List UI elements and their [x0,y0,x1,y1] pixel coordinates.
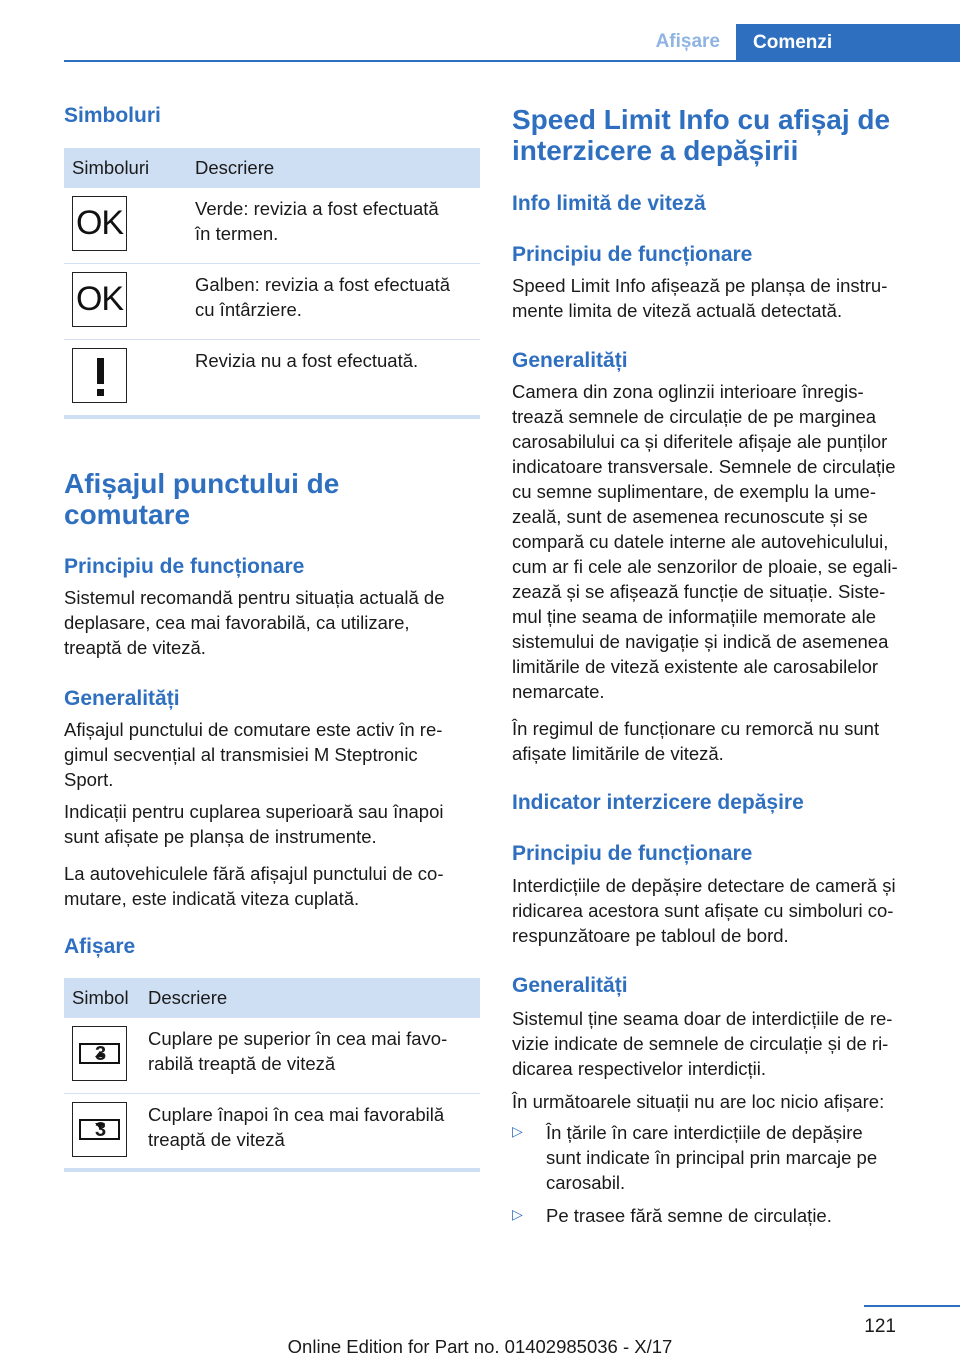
general-title: Generalități [64,687,180,710]
description-col-header: Descriere [195,157,275,178]
symbols-col-header: Simboluri [72,157,150,178]
header-tab-comenzi[interactable]: Comenzi [736,24,960,61]
symbols-section-title: Simboluri [64,104,161,127]
general-paragraph-3: La autovehiculele fără afișajul punctului de co‐ mutare, este indicată viteza cuplată. [64,863,444,909]
table-row [64,1018,480,1094]
display-title: Afișare [64,935,136,958]
row-description: Cuplare înapoi în cea mai favorabilă treaptă de viteză [148,1104,445,1150]
ok-green-icon: OK [72,196,127,251]
np-principle-title: Principiu de funcționare [512,842,753,865]
symbols-table [64,148,480,412]
general-paragraph-2: Indicații pentru cuplarea superioară sau înapoi sunt afișate pe planșa de instrumente. [64,801,444,847]
symbol-col-header: Simbol [72,987,129,1008]
np-general-paragraph-2: În următoarele situații nu are loc nicio afișare: [512,1091,885,1112]
page-number-rule [864,1305,960,1307]
speed-limit-title: Speed Limit Info cu afișaj de interzicere a depășirii [512,104,891,166]
header-rule [64,60,960,62]
table-row [64,264,480,340]
np-general-title: Generalități [512,974,628,997]
table-row [64,188,480,264]
display-table-header [64,978,480,1018]
table-end-rule [64,415,480,419]
sli-principle-text: Speed Limit Info afișează pe planșa de instru‐ mente limita de viteză actuală detectată. [512,275,888,321]
gear-down-icon: 3 [72,1102,127,1157]
no-passing-title: Indicator interzicere depășire [512,791,804,814]
list-item: Pe trasee fără semne de circulație. [546,1205,832,1226]
np-principle-text: Interdicțiile de depășire detectare de cameră și ridicarea acestora sunt afișate cu simboluri co‐ respunzătoare pe tabloul de bord. [512,875,896,946]
principle-title: Principiu de funcționare [64,555,305,578]
page-number: 121 [864,1316,896,1337]
exclamation-icon [72,348,127,403]
sli-principle-title: Principiu de funcționare [512,243,753,266]
row-description: Revizia nu a fost efectuată. [195,350,419,371]
sli-general-paragraph-1: Camera din zona oglinzii interioare înregis‐ trează semnele de circulație de pe marginea carosabilului ca și diferitele afișaje ale punților indicatoare transversale. Semnele de circulație cu semne suplimentare, de exemplu la ume‐ zeală, sunt de asemenea recunoscute și se compară cu datele interne ale autovehiculului, cum ar fi cele ale senzorilor de ploaie, se egali‐ zează și se afișează funcție de situație. Siste‐ mul ține seama de informațiile memorate ale sistemului de navigație și indică de asemenea limitările de viteză existente ale carosabilelor nemarcate. [512,381,898,702]
table-row [64,1094,480,1170]
bullet-list [512,1120,928,1250]
display-table [64,978,480,1170]
header-tab-afisare[interactable]: Afișare [655,31,720,52]
bullet-triangle-icon: ▷ [512,1123,523,1139]
sli-general-title: Generalități [512,349,628,372]
gear-up-icon: 3 [72,1026,127,1081]
list-item: În țările în care interdicțiile de depășire sunt indicate în principal prin marcaje pe carosabil. [546,1122,878,1193]
row-description: Galben: revizia a fost efectuată cu întârziere. [195,274,451,320]
principle-text: Sistemul recomandă pentru situația actuală de deplasare, cea mai favorabilă, ca utilizare, treaptă de viteză. [64,587,445,658]
table-row [64,340,480,412]
ok-yellow-icon: OK [72,272,127,327]
description-col-header: Descriere [148,987,228,1008]
bullet-triangle-icon: ▷ [512,1206,523,1222]
edition-footer: Online Edition for Part no. 01402985036 - X/17 [287,1336,673,1357]
symbols-table-header [64,148,480,188]
np-general-paragraph-1: Sistemul ține seama doar de interdicțiile de re‐ vizie indicate de semnele de circulație și de ri‐ dicarea respectivelor interdicții. [512,1008,893,1079]
shift-point-title: Afișajul punctului de comutare [64,468,340,530]
row-description: Cuplare pe superior în cea mai favo‐ rabilă treaptă de viteză [148,1028,448,1074]
general-paragraph-1: Afișajul punctului de comutare este activ în re‐ gimul secvențial al transmisiei M Steptronic Sport. [64,719,443,790]
sli-general-paragraph-2: În regimul de funcționare cu remorcă nu sunt afișate limitările de viteză. [512,718,880,764]
sli-section-title: Info limită de viteză [512,192,706,215]
table-end-rule [64,1168,480,1172]
row-description: Verde: revizia a fost efectuată în termen. [195,198,439,244]
